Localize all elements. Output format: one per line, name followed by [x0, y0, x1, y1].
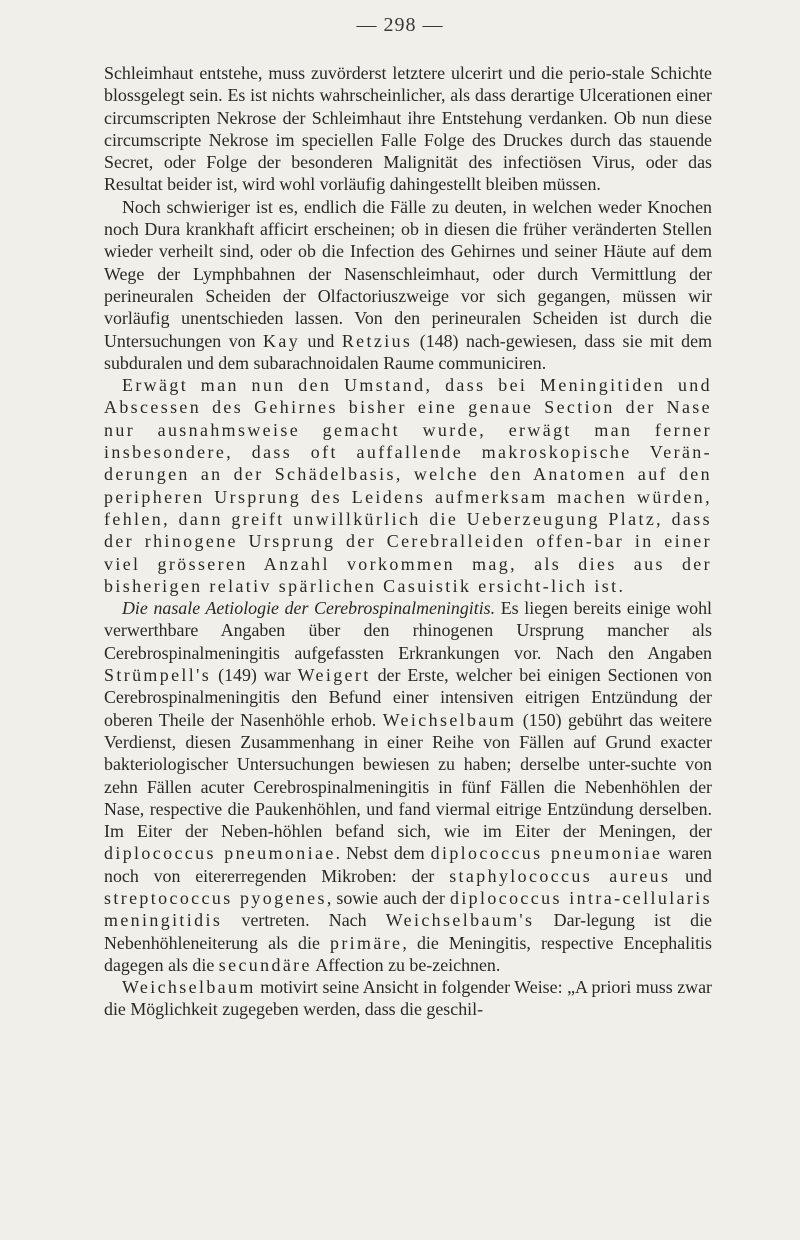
text-run: der Erste, welcher bei einigen Sectionen von Cerebrospinalmeningitis den Befund einer intensiven eitrigen Entzündung der oberen Theile der Nasenhöhle erhob. — [104, 665, 712, 730]
spaced-emphasis: Weichselbaum — [382, 709, 517, 730]
text-run: vertreten. Nach — [222, 910, 386, 931]
page-number: — 298 — — [356, 14, 444, 36]
text-run: (148) nach-gewiesen, dass sie mit dem subduralen und dem subarachnoidalen Raume communiciren. — [104, 330, 712, 373]
text-run: Noch schwieriger ist es, endlich die Fälle zu deuten, in welchen weder Knochen noch Dura krankhaft afficirt erscheinen; ob in diesen die früher veränderten Stellen wieder verheilt sind, oder ob die Infection des Gehirnes und seiner Häute auf dem Wege der Lymphbahnen der Nasenschleimhaut, oder durch Vermittlung der perineuralen Scheiden der Olfactoriuszweige vor sich gegangen, müssen wir vorläufig unentschieden lassen. Von den perineuralen Scheiden ist durch die Untersuchungen von — [104, 196, 712, 351]
spaced-emphasis: primäre — [329, 932, 403, 953]
spaced-emphasis: staphylococcus aureus — [449, 865, 671, 886]
text-run: , die Meningitis, respective Encephalitis dagegen als die — [104, 932, 712, 975]
text-run: Es liegen bereits einige wohl verwerthbare Angaben über den rhinogenen Ursprung mancher als Cerebrospinalmeningitis aufgefassten Erkrankungen vor. Nach den Angaben — [104, 598, 712, 663]
text-run: und — [670, 865, 713, 886]
text-run: , sowie auch der — [326, 887, 450, 908]
spaced-emphasis: diplococcus pneumoniae — [104, 843, 336, 864]
spaced-emphasis: Erwägt man nun den Umstand, dass bei Meningitiden und Abscessen des Gehirnes bisher eine genaue Section der Nase nur ausnahmsweise gemacht wurde, erwägt man ferner insbesondere, dass oft auffallende makroskopische Verän-derungen an der Schädelbasis, welche den Anatomen auf den peripheren Ursprung des Leidens aufmerksam machen würden, fehlen, dann greift unwillkürlich die Ueberzeugung Platz, dass der rhinogene Ursprung der Cerebralleiden offen-bar in einer viel grösseren Anzahl vorkommen mag, als dies aus der bisherigen relativ spärlichen Casuistik ersicht-lich ist. — [104, 375, 712, 596]
paragraph — [104, 597, 712, 976]
spaced-emphasis: diplococcus pneumoniae — [430, 843, 663, 864]
text-run: waren noch von eitererregenden Mikroben: der — [104, 843, 712, 886]
paragraph — [104, 374, 712, 597]
text-run: Affection zu be-zeichnen. — [311, 954, 501, 975]
paragraph — [104, 196, 712, 374]
spaced-emphasis: Strümpell's — [104, 665, 212, 686]
text-run: (150) gebührt das weitere Verdienst, diesen Zusammenhang in einer Reihe von Fällen auf Grund exacter bakteriologischer Untersuchungen bewiesen zu haben; derselbe unter-suchte von zehn Fällen acuter Cerebrospinalmeningitis in fünf Fällen die Nebenhöhlen der Nase, respective die Paukenhöhlen, und fand viermal eitrige Entzündung derselben. Im Eiter der Neben-höhlen befand sich, wie im Eiter der Meningen, der — [104, 709, 712, 842]
spaced-emphasis: Retzius — [341, 330, 413, 351]
paragraph — [104, 62, 712, 196]
paragraph — [104, 976, 712, 1021]
text-run: (149) war — [211, 665, 298, 686]
text-run: motivirt seine Ansicht in folgender Weise: „A priori muss zwar die Möglichkeit zugegeben werden, dass die geschil- — [104, 977, 712, 1020]
spaced-emphasis: diplococcus intra-cellularis meningitidis — [104, 887, 713, 931]
spaced-emphasis: Weigert — [297, 665, 371, 686]
text-run: Schleimhaut entstehe, muss zuvörderst letztere ulcerirt und die perio-stale Schichte blossgelegt sein. Es ist nichts wahrscheinlicher, als dass derartige Ulcerationen einer circumscripten Nekrose der Schleimhaut ihre Entstehung verdanken. Ob nun diese circumscripte Nekrose im speciellen Falle Folge des Druckes durch das stauende Secret, oder Folge der besonderen Malignität des infectiösen Virus, oder das Resultat beider ist, wird wohl vorläufig dahingestellt bleiben müssen. — [104, 63, 712, 195]
spaced-emphasis: streptococcus pyogenes — [104, 887, 327, 908]
spaced-emphasis: secundäre — [218, 954, 312, 975]
italic-heading: Die nasale Aetiologie der Cerebrospinalmeningitis. — [122, 598, 496, 619]
text-run: und — [300, 330, 342, 351]
spaced-emphasis: Weichselbaum's — [385, 910, 535, 931]
spaced-emphasis: Weichselbaum — [122, 977, 256, 998]
text-run: . Nebst dem — [335, 843, 431, 864]
text-run: Dar-legung ist die Nebenhöhleneiterung als die — [104, 910, 712, 953]
body-text — [104, 62, 712, 1021]
spaced-emphasis: Kay — [263, 330, 301, 351]
